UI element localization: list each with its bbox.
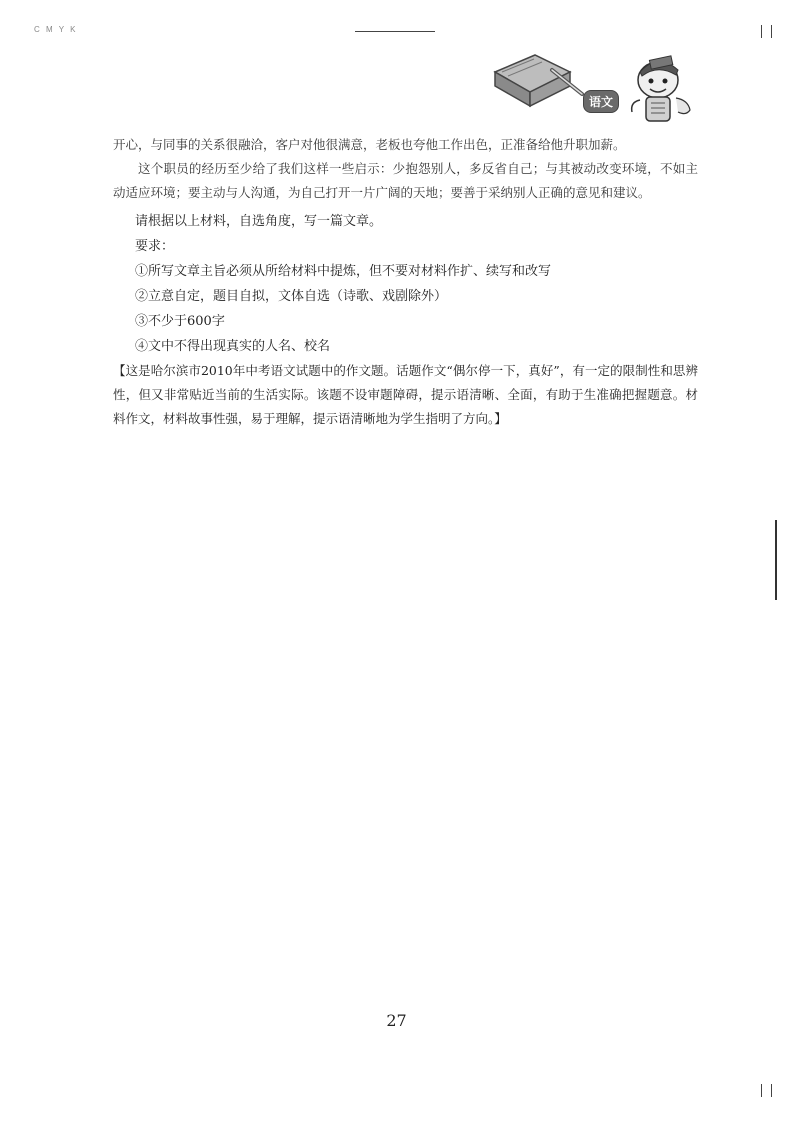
crop-mark bbox=[771, 1084, 772, 1097]
requirements-title: 要求： bbox=[135, 239, 175, 254]
cartoon-child-icon bbox=[632, 56, 690, 121]
requirement-item: ③不少于600字 bbox=[135, 314, 225, 329]
side-bar bbox=[775, 520, 777, 600]
crop-mark bbox=[771, 25, 772, 38]
crop-mark bbox=[761, 25, 762, 38]
requirement-item: ④文中不得出现真实的人名、校名 bbox=[135, 339, 331, 354]
page-content bbox=[113, 133, 698, 431]
requirement-item: ①所写文章主旨必须从所给材料中提炼，但不要对材料作扩、续写和改写 bbox=[135, 264, 552, 279]
paragraph-continued: 开心，与同事的关系很融洽，客户对他很满意，老板也夸他工作出色，正准备给他升职加薪。 bbox=[113, 137, 626, 152]
open-book-icon bbox=[495, 55, 570, 106]
page-number: 27 bbox=[386, 1011, 407, 1030]
requirement-item: ②立意自定，题目自拟，文体自选（诗歌、戏剧除外） bbox=[135, 289, 448, 304]
subject-label: 语文 bbox=[583, 90, 619, 113]
cmyk-marks: C M Y K bbox=[34, 25, 78, 34]
top-rule bbox=[355, 31, 435, 32]
writing-instruction: 请根据以上材料，自选角度，写一篇文章。 bbox=[135, 214, 383, 229]
paragraph-lesson: 这个职员的经历至少给了我们这样一些启示：少抱怨别人，多反省自己；与其被动改变环境，不如主动适应环境；要主动与人沟通，为自己打开一片广阔的天地；要善于采纳别人正确的意见和建议。 bbox=[113, 161, 698, 200]
crop-mark bbox=[761, 1084, 762, 1097]
commentary-note: 【这是哈尔滨市2010年中考语文试题中的作文题。话题作文“偶尔停一下，真好”，有一定的限制性和思辨性，但又非常贴近当前的生活实际。该题不设审题障碍，提示语清晰、全面，有助于生准确把握题意。材料作文，材料故事性强，易于理解，提示语清晰地为学生指明了方向。】 bbox=[113, 363, 698, 426]
